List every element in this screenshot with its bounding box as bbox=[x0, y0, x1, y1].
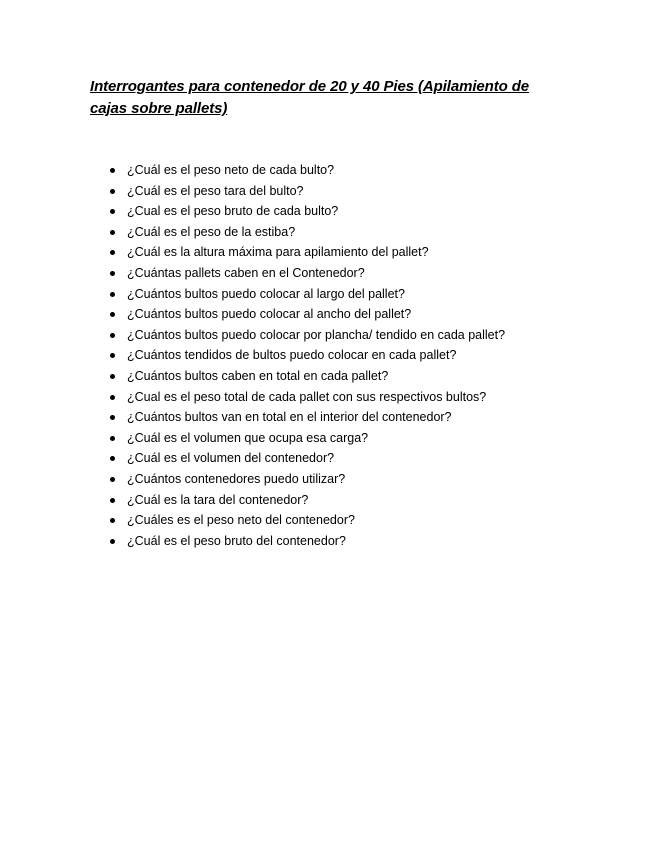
list-item bbox=[100, 304, 620, 325]
question-text: ¿Cuántos bultos puedo colocar al largo del pallet? bbox=[127, 286, 405, 301]
question-text: ¿Cuál es el volumen que ocupa esa carga? bbox=[127, 430, 369, 445]
question-text: ¿Cuántos bultos puedo colocar al ancho del pallet? bbox=[127, 307, 412, 322]
question-list bbox=[100, 160, 620, 551]
bullet-icon bbox=[110, 436, 115, 441]
question-text: ¿Cuáles es el peso neto del contenedor? bbox=[127, 513, 355, 528]
list-item bbox=[100, 263, 620, 284]
bullet-icon bbox=[110, 312, 115, 317]
list-item bbox=[100, 160, 620, 181]
list-item bbox=[100, 222, 620, 243]
question-text: ¿Cuántos contenedores puedo utilizar? bbox=[127, 471, 346, 486]
list-item bbox=[100, 428, 620, 449]
list-item bbox=[100, 448, 620, 469]
bullet-icon bbox=[110, 395, 115, 400]
bullet-icon bbox=[110, 333, 115, 338]
list-item bbox=[100, 366, 620, 387]
question-text: ¿Cuál es el volumen del contenedor? bbox=[127, 451, 335, 466]
bullet-icon bbox=[110, 518, 115, 523]
list-item bbox=[100, 325, 620, 346]
question-text: ¿Cual es el peso total de cada pallet con sus respectivos bultos? bbox=[127, 389, 487, 404]
question-text: ¿Cuál es la tara del contenedor? bbox=[127, 492, 309, 507]
question-text: ¿Cuál es la altura máxima para apilamiento del pallet? bbox=[127, 245, 429, 260]
list-item bbox=[100, 345, 620, 366]
question-text: ¿Cuál es el peso neto de cada bulto? bbox=[127, 163, 335, 177]
list-item bbox=[100, 407, 620, 428]
bullet-icon bbox=[110, 271, 115, 276]
question-text: ¿Cuántas pallets caben en el Contenedor? bbox=[127, 265, 365, 280]
bullet-icon bbox=[110, 374, 115, 379]
bullet-icon bbox=[110, 292, 115, 297]
list-item bbox=[100, 490, 620, 511]
bullet-icon bbox=[110, 498, 115, 503]
document-title: Interrogantes para contenedor de 20 y 40 Pies (Apilamiento de cajas sobre pallets) bbox=[90, 78, 530, 117]
question-text: ¿Cuál es el peso bruto del contenedor? bbox=[127, 533, 346, 548]
question-text: ¿Cuántos tendidos de bultos puedo colocar en cada pallet? bbox=[127, 348, 457, 363]
question-text: ¿Cuántos bultos puedo colocar por plancha/ tendido en cada pallet? bbox=[127, 327, 506, 342]
bullet-icon bbox=[110, 353, 115, 358]
list-item bbox=[100, 201, 620, 222]
bullet-icon bbox=[110, 250, 115, 255]
list-item bbox=[100, 181, 620, 202]
question-text: ¿Cuántos bultos caben en total en cada pallet? bbox=[127, 368, 389, 383]
list-item bbox=[100, 284, 620, 305]
list-item bbox=[100, 510, 620, 531]
bullet-icon bbox=[110, 209, 115, 214]
bullet-icon bbox=[110, 539, 115, 544]
bullet-icon bbox=[110, 189, 115, 194]
list-item bbox=[100, 387, 620, 408]
list-item bbox=[100, 469, 620, 490]
bullet-icon bbox=[110, 456, 115, 461]
bullet-icon bbox=[110, 230, 115, 235]
bullet-icon bbox=[110, 168, 115, 173]
list-item bbox=[100, 242, 620, 263]
list-item bbox=[100, 531, 620, 552]
question-text: ¿Cuál es el peso de la estiba? bbox=[127, 224, 296, 239]
bullet-icon bbox=[110, 477, 115, 482]
question-text: ¿Cual es el peso bruto de cada bulto? bbox=[127, 204, 339, 219]
bullet-icon bbox=[110, 415, 115, 420]
question-text: ¿Cuántos bultos van en total en el interior del contenedor? bbox=[127, 410, 452, 425]
question-text: ¿Cuál es el peso tara del bulto? bbox=[127, 183, 304, 198]
